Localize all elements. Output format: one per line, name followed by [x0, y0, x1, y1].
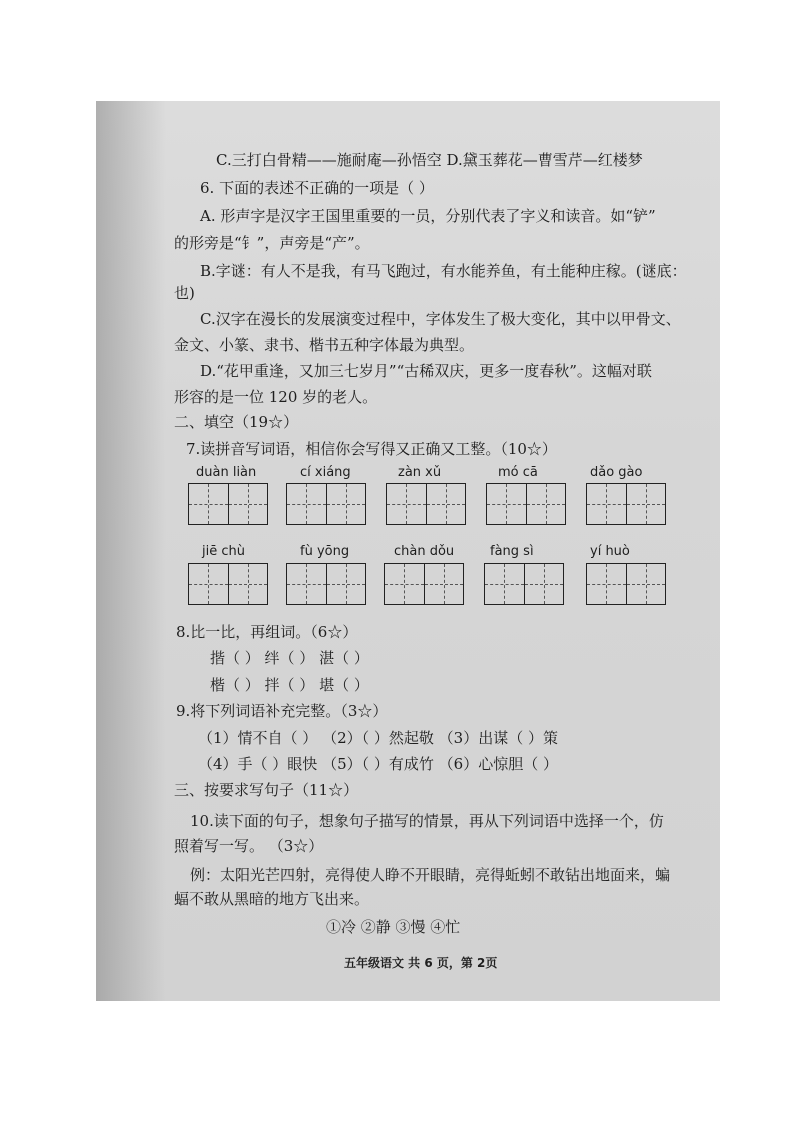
pinyin-label: chàn dǒu — [394, 544, 455, 559]
writing-box[interactable] — [188, 483, 268, 525]
question-10-cont: 照着写一写。 （3☆） — [174, 837, 324, 855]
question-10: 10.读下面的句子，想象句子描写的情景，再从下列词语中选择一个，仿 — [190, 812, 664, 830]
page-shadow — [96, 101, 166, 1001]
question-8: 8.比一比，再组词。（6☆） — [176, 623, 358, 641]
writing-box[interactable] — [586, 483, 666, 525]
exam-page — [96, 101, 720, 1001]
writing-box[interactable] — [384, 563, 464, 605]
idiom-row-1: （1）情不自（ ） （2）（ ）然起敬 （3）出谋（ ）策 — [198, 729, 558, 747]
writing-box[interactable] — [286, 483, 366, 525]
section-2-heading: 二、填空（19☆） — [174, 413, 299, 431]
pinyin-label: yí huò — [590, 544, 630, 559]
option-b: B.字谜：有人不是我，有马飞跑过，有水能养鱼，有土能种庄稼。(谜底： — [200, 262, 687, 280]
writing-box[interactable] — [286, 563, 366, 605]
writing-box[interactable] — [188, 563, 268, 605]
question-7: 7.读拼音写词语，相信你会写得又正确又工整。（10☆） — [186, 440, 557, 458]
option-c-cont: 金文、小篆、隶书、楷书五种字体最为典型。 — [174, 336, 475, 354]
section-3-heading: 三、按要求写句子（11☆） — [174, 781, 359, 799]
writing-box[interactable] — [484, 563, 564, 605]
writing-box[interactable] — [386, 483, 466, 525]
pinyin-label: mó cā — [498, 465, 538, 480]
compare-row-2: 楷（ ） 拌（ ） 堪（ ） — [210, 676, 369, 694]
option-b-cont: 也) — [174, 284, 195, 302]
example-sentence-cont: 蝠不敢从黑暗的地方飞出来。 — [174, 890, 370, 908]
option-d: D.“花甲重逢，又加三七岁月”“古稀双庆，更多一度春秋”。这幅对联 — [200, 362, 652, 380]
pinyin-label: fàng sì — [490, 544, 534, 559]
question-9: 9.将下列词语补充完整。（3☆） — [176, 702, 388, 720]
option-c-d: C.三打白骨精——施耐庵—孙悟空 D.黛玉葬花—曹雪芹—红楼梦 — [216, 151, 643, 169]
option-c: C.汉字在漫长的发展演变过程中，字体发生了极大变化，其中以甲骨文、 — [200, 310, 681, 328]
pinyin-label: dǎo gào — [590, 465, 643, 480]
pinyin-label: duàn liàn — [196, 465, 257, 480]
example-sentence: 例：太阳光芒四射，亮得使人睁不开眼睛，亮得蚯蚓不敢钻出地面来，蝙 — [190, 866, 671, 884]
pinyin-label: zàn xǔ — [398, 465, 442, 480]
writing-box[interactable] — [486, 483, 566, 525]
option-a-cont: 的形旁是“钅”，声旁是“产”。 — [174, 234, 370, 252]
writing-box[interactable] — [586, 563, 666, 605]
idiom-row-2: （4）手（ ）眼快 （5）（ ）有成竹 （6）心惊胆（ ） — [198, 755, 558, 773]
pinyin-label: fù yōng — [300, 544, 350, 559]
question-6: 6. 下面的表述不正确的一项是（ ） — [200, 179, 434, 197]
pinyin-label: jiē chù — [202, 544, 245, 559]
pinyin-label: cí xiáng — [300, 465, 351, 480]
compare-row-1: 揩（ ） 绊（ ） 湛（ ） — [210, 649, 369, 667]
option-a: A. 形声字是汉字王国里重要的一员，分别代表了字义和读音。如“铲” — [200, 207, 656, 225]
word-choices: ①冷 ②静 ③慢 ④忙 — [326, 918, 461, 936]
option-d-cont: 形容的是一位 120 岁的老人。 — [174, 388, 378, 406]
page-footer: 五年级语文 共 6 页，第 2页 — [344, 956, 498, 970]
